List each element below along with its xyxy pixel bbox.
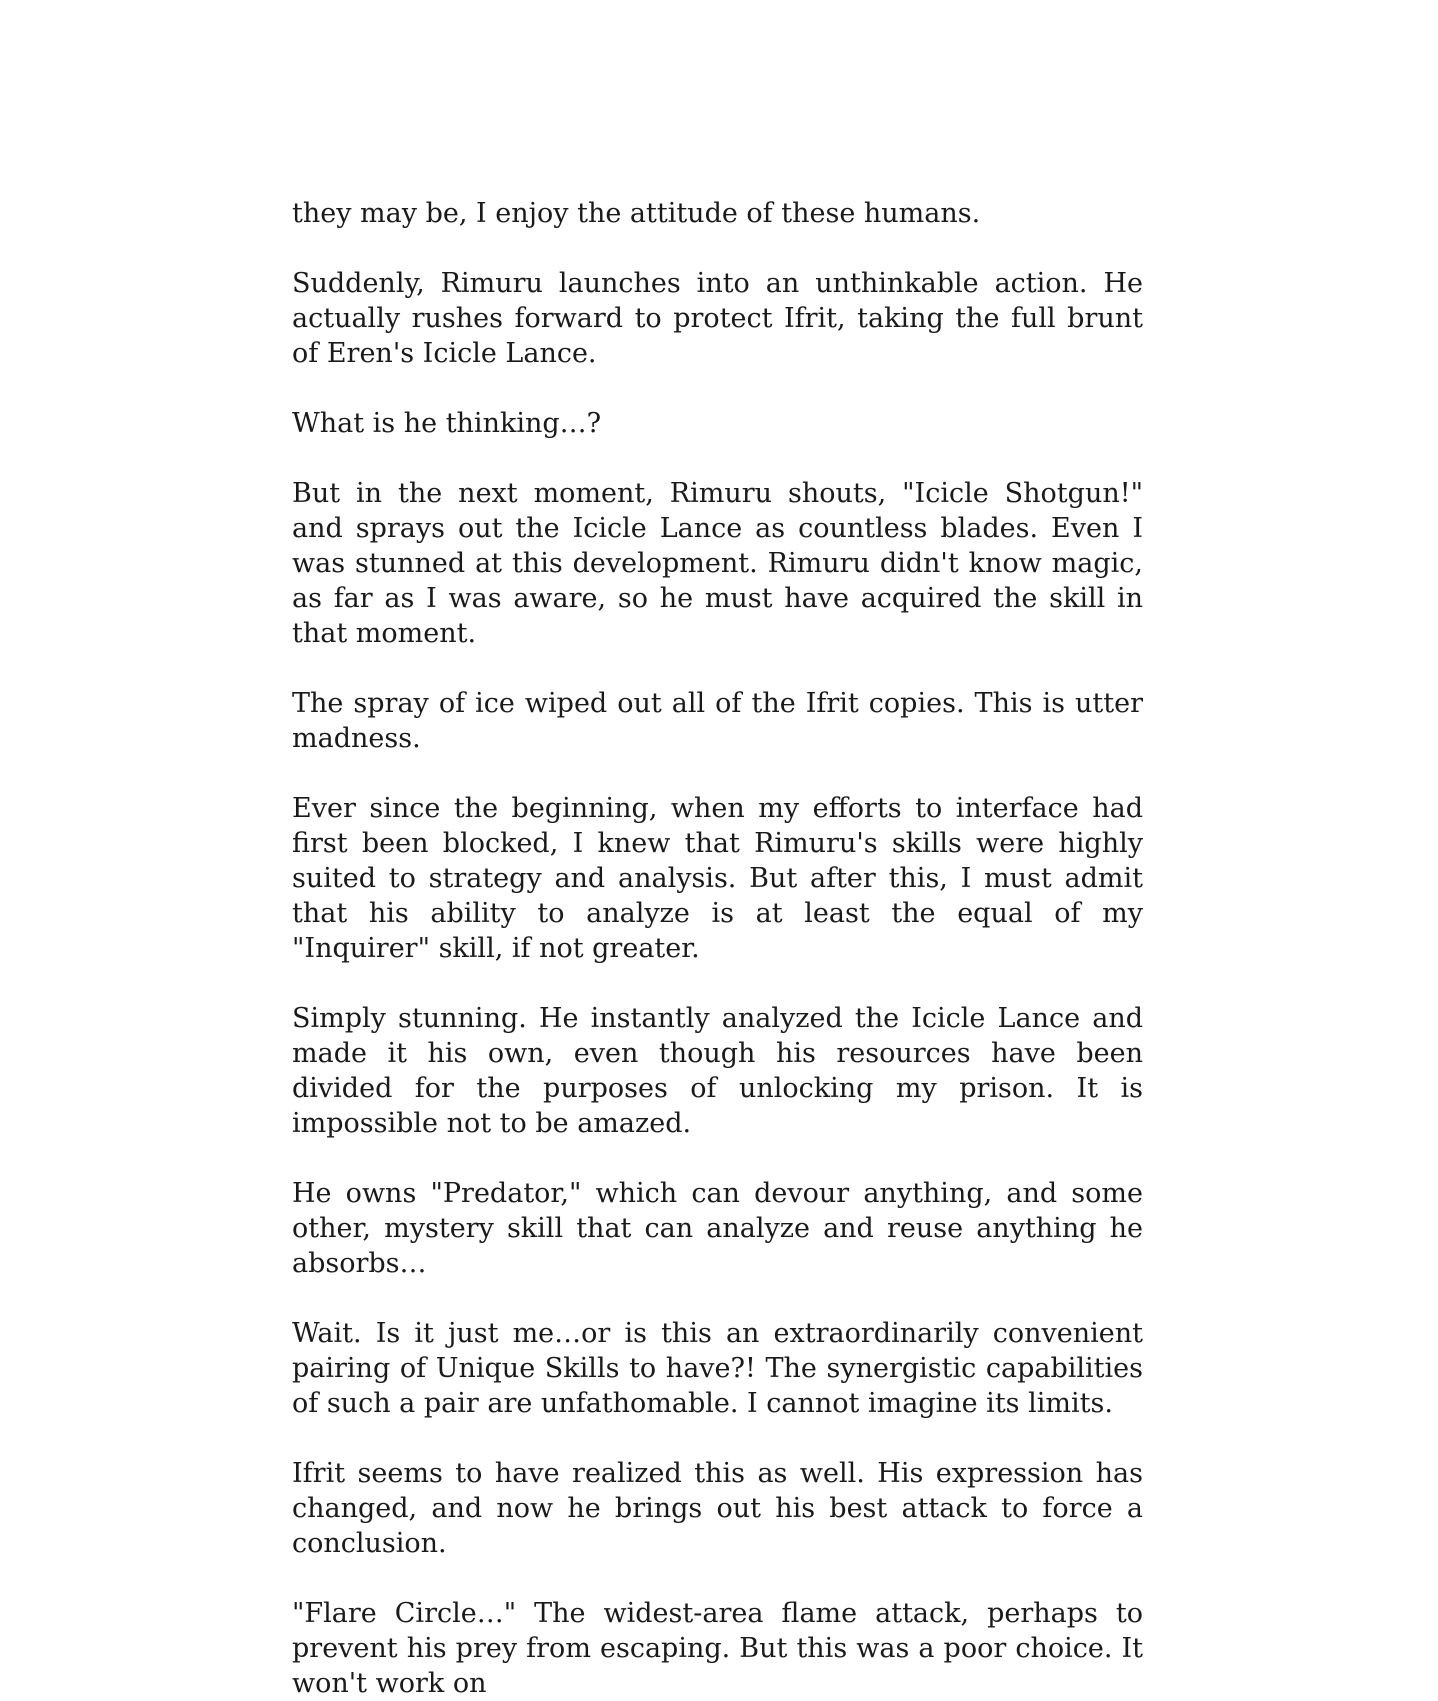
paragraph-2: Suddenly, Rimuru launches into an unthinkable action. He actually rushes forward to protect Ifrit, taking the full brunt of Eren's Icicle Lance. [292, 268, 1143, 369]
paragraph-7: Simply stunning. He instantly analyzed the Icicle Lance and made it his own, even though his resources have been divided for the purposes of unlocking my prison. It is impossible not to be amazed. [292, 1003, 1143, 1139]
paragraph-10: Ifrit seems to have realized this as well. His expression has changed, and now he brings out his best attack to force a conclusion. [292, 1458, 1143, 1559]
paragraph-9: Wait. Is it just me…or is this an extraordinarily convenient pairing of Unique Skills to have?! The synergistic capabilities of such a pair are unfathomable. I cannot imagine its limits. [292, 1318, 1143, 1419]
paragraph-3: What is he thinking…? [292, 408, 602, 439]
paragraph-1: they may be, I enjoy the attitude of these humans. [292, 198, 981, 229]
paragraph-5: The spray of ice wiped out all of the Ifrit copies. This is utter madness. [292, 688, 1143, 754]
paragraph-8: He owns "Predator," which can devour anything, and some other, mystery skill that can analyze and reuse anything he absorbs… [292, 1178, 1143, 1279]
paragraph-6: Ever since the beginning, when my efforts to interface had first been blocked, I knew that Rimuru's skills were highly suited to strategy and analysis. But after this, I must admit that his ability to analyze is at least the equal of my "Inquirer" skill, if not greater. [292, 793, 1143, 964]
paragraph-4: But in the next moment, Rimuru shouts, "Icicle Shotgun!" and sprays out the Icicle Lance as countless blades. Even I was stunned at this development. Rimuru didn't know magic, as far as I was aware, so he must have acquired the skill in that moment. [292, 478, 1143, 649]
paragraph-11: "Flare Circle…" The widest-area flame attack, perhaps to prevent his prey from escaping. But this was a poor choice. It won't work on [292, 1598, 1143, 1699]
body-text [292, 196, 1143, 1701]
